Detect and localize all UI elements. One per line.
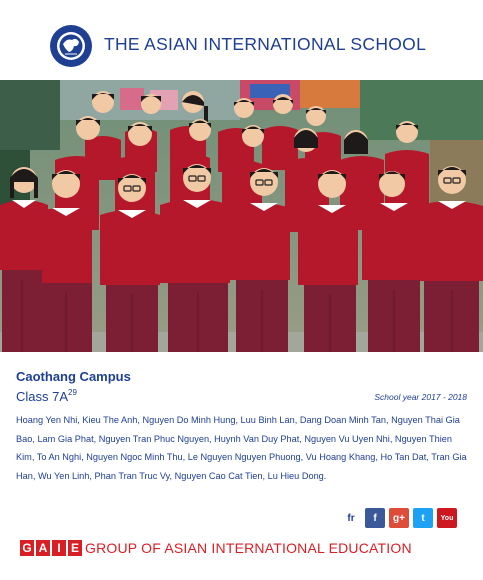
school-name: THE ASIAN INTERNATIONAL SCHOOL [104,34,427,54]
class-photo [0,80,483,352]
class-label [16,388,77,404]
school-year: School year 2017 - 2018 [374,392,467,402]
class-superscript: 29 [68,388,77,397]
google-plus-icon[interactable]: g+ [389,508,409,528]
class-name: Class 7A [16,389,69,404]
facebook-icon[interactable]: f [365,508,385,528]
gaie-logo[interactable] [20,540,82,556]
gaie-letter: E [68,540,82,556]
header [0,0,483,80]
campus-name: Caothang Campus [16,369,131,384]
school-logo[interactable] [49,24,93,68]
footer-text: GROUP OF ASIAN INTERNATIONAL EDUCATION [85,540,412,556]
youtube-icon[interactable]: You [437,508,457,528]
fr-icon[interactable]: fr [341,508,361,528]
student-names: Hoang Yen Nhi, Kieu The Anh, Nguyen Do Minh Hung, Luu Binh Lan, Dang Doan Minh Tan, Nguyen Thai Gia Bao, Lam Gia Phat, Nguyen Tran Phuc Nguyen, Huynh Van Duy Phat, Nguyen Vu Uyen Nhi, Nguyen Thien Kim, To An Nghi, Nguyen Ngoc Minh Thu, Le Nguyen Nguyen Phuong, Vu Hoang Khang, Ho Tan Dat, Tran Gia Han, Wu Yen Linh, Phan Tran Truc Vy, Nguyen Cao Cat Tien, Lu Hieu Dong. [16,415,467,481]
footer [20,539,412,557]
gaie-letter: G [20,540,34,556]
twitter-icon[interactable]: t [413,508,433,528]
gaie-letter: A [36,540,50,556]
gaie-letter: I [52,540,66,556]
social-links [341,508,457,528]
